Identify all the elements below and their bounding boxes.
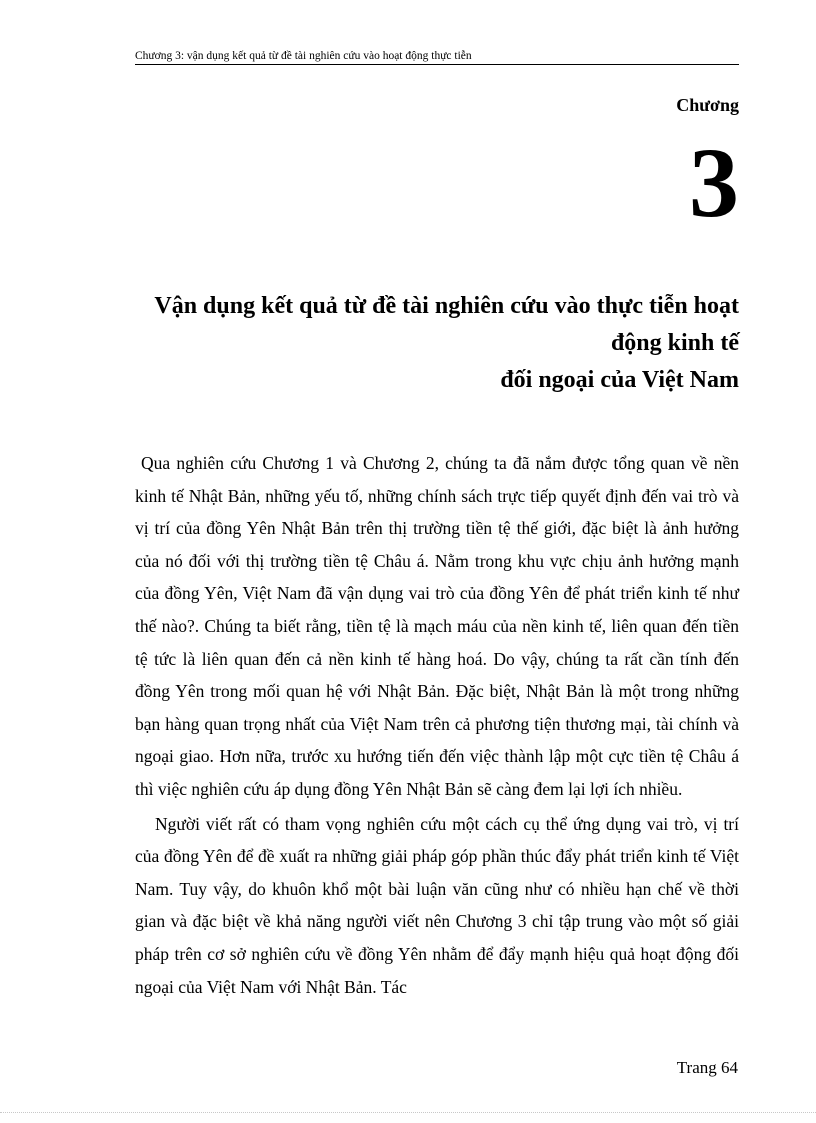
page-number: Trang 64 [676, 1058, 738, 1077]
paragraph-1: Qua nghiên cứu Chương 1 và Chương 2, chúng ta đã nắm được tổng quan về nền kinh tế Nhật Bản, những yếu tố, những chính sách trực tiếp quyết định đến vai trò và vị trí của đồng Yên Nhật Bản trên thị trường tiền tệ thế giới, đặc biệt là ảnh hưởng của nó đối với thị trường tiền tệ Châu á. Nằm trong khu vực chịu ảnh hưởng mạnh của đồng Yên, Việt Nam đã vận dụng vai trò của đồng Yên để phát triển kinh tế như thế nào?. Chúng ta biết rằng, tiền tệ là mạch máu của nền kinh tế, liên quan đến tiền tệ tức là liên quan đến cả nền kinh tế hàng hoá. Do vậy, chúng ta rất cần tính đến đồng Yên trong mối quan hệ với Nhật Bản. Đặc biệt, Nhật Bản là một trong những bạn hàng quan trọng nhất của Việt Nam trên cả phương tiện thương mại, tài chính và ngoại giao. Hơn nữa, trước xu hướng tiến đến việc thành lập một cực tiền tệ Châu á thì việc nghiên cứu áp dụng đồng Yên Nhật Bản sẽ càng đem lại lợi ích nhiều. [135, 453, 739, 799]
page-bottom-divider [0, 1112, 816, 1113]
chapter-title-line-1: Vận dụng kết quả từ đề tài nghiên cứu vào thực tiễn hoạt [154, 293, 739, 319]
chapter-label: Chương [676, 95, 739, 115]
chapter-title-line-2: động kinh tế [610, 330, 739, 356]
running-header: Chương 3: vận dụng kết quả từ đề tài nghiên cứu vào hoạt động thực tiễn [135, 49, 739, 65]
chapter-title-line-3: đối ngoại của Việt Nam [500, 367, 739, 393]
chapter-title [119, 288, 739, 399]
body-text [135, 447, 739, 1003]
paragraph-2: Người viết rất có tham vọng nghiên cứu một cách cụ thể ứng dụng vai trò, vị trí của đồng Yên để đề xuất ra những giải pháp góp phần thúc đẩy phát triển kinh tế Việt Nam. Tuy vậy, do khuôn khổ một bài luận văn cũng như có nhiều hạn chế về thời gian và đặc biệt về khả năng người viết nên Chương 3 chỉ tập trung vào một số giải pháp trên cơ sở nghiên cứu về đồng Yên nhằm để đẩy mạnh hiệu quả hoạt động đối ngoại của Việt Nam với Nhật Bản. Tác [135, 813, 739, 997]
chapter-number: 3 [689, 127, 739, 238]
